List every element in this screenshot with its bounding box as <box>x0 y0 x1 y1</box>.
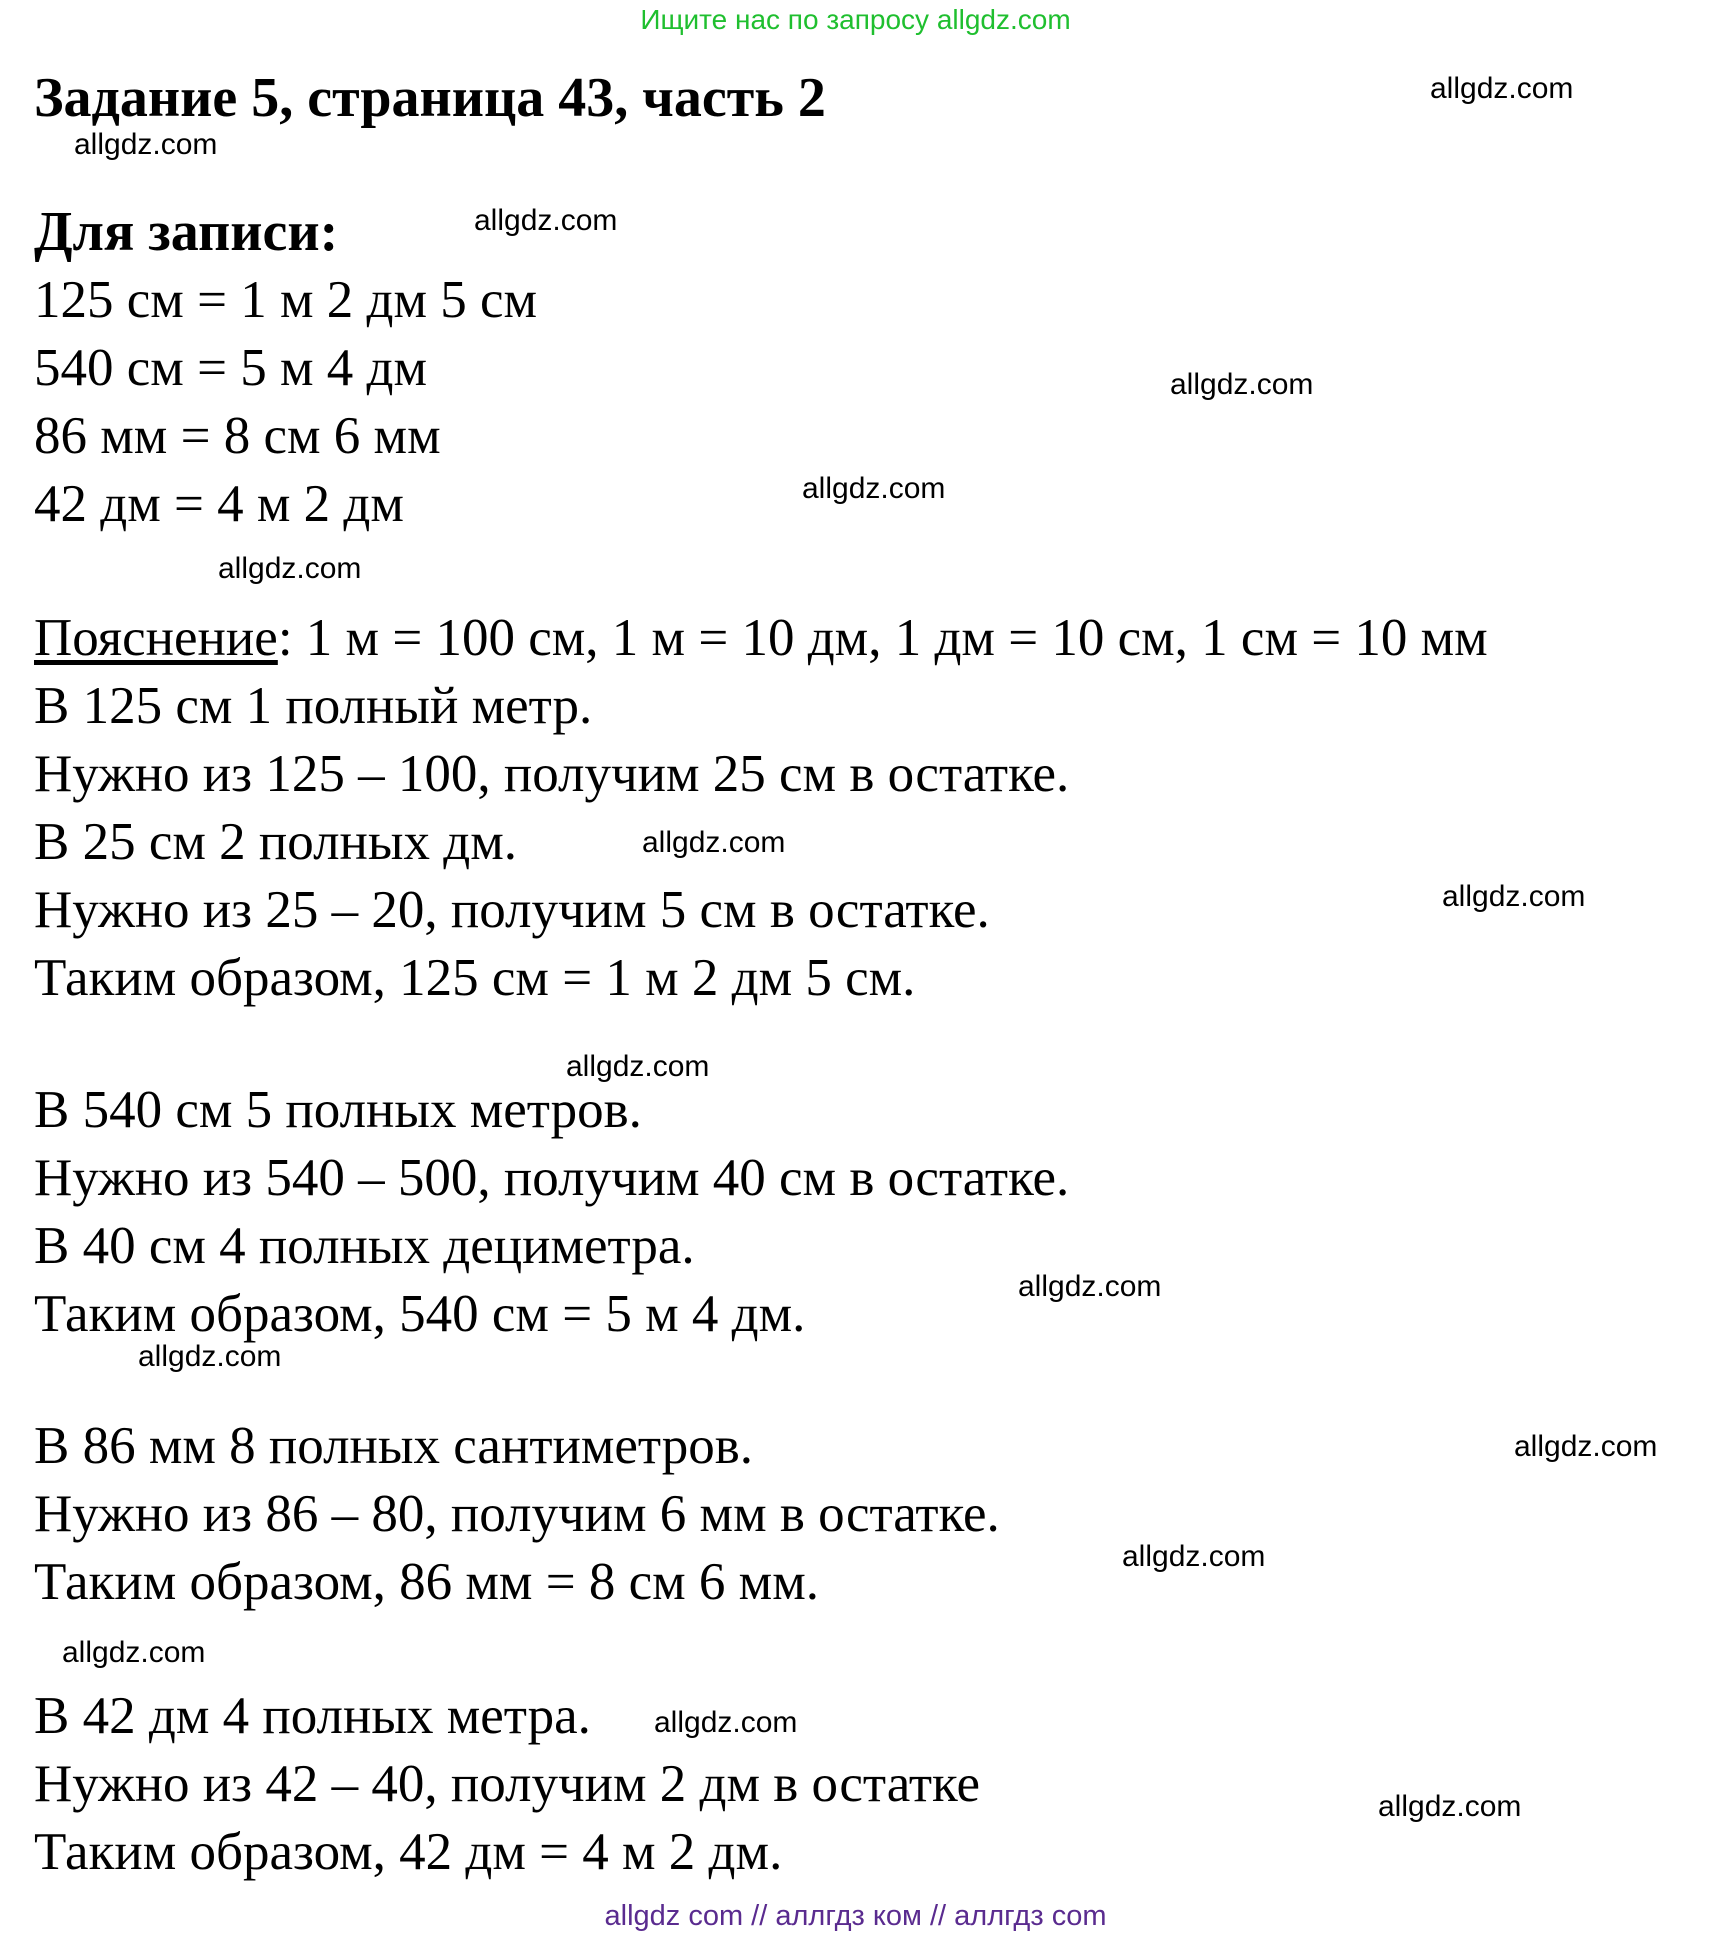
watermark: allgdz.com <box>62 1636 206 1669</box>
watermark: allgdz.com <box>566 1050 710 1083</box>
watermark: allgdz.com <box>1122 1540 1266 1573</box>
page-title: Задание 5, страница 43, часть 2 <box>34 67 826 129</box>
record-line: 125 см = 1 м 2 дм 5 см <box>34 271 538 329</box>
record-heading: Для записи: <box>34 201 339 263</box>
explanation-step: В 40 см 4 полных дециметра. <box>34 1217 695 1275</box>
footer: allgdz com // аллгдз ком // аллгдз com <box>604 1900 1107 1932</box>
record-line: 86 мм = 8 см 6 мм <box>34 407 441 465</box>
explanation-step: В 540 см 5 полных метров. <box>34 1081 642 1139</box>
explanation-step: В 42 дм 4 полных метра. <box>34 1687 591 1745</box>
watermark: allgdz.com <box>642 826 786 859</box>
explanation-step: В 86 мм 8 полных сантиметров. <box>34 1417 753 1475</box>
explanation-step: Нужно из 42 – 40, получим 2 дм в остатке <box>34 1755 980 1813</box>
explanation-step: Нужно из 25 – 20, получим 5 см в остатке. <box>34 881 990 939</box>
watermark: allgdz.com <box>654 1706 798 1739</box>
explanation-step: Нужно из 86 – 80, получим 6 мм в остатке. <box>34 1485 1000 1543</box>
watermark: allgdz.com <box>218 552 362 585</box>
watermark: allgdz.com <box>1514 1430 1658 1463</box>
record-line: 42 дм = 4 м 2 дм <box>34 475 404 533</box>
watermark: allgdz.com <box>1018 1270 1162 1303</box>
record-line: 540 см = 5 м 4 дм <box>34 339 427 397</box>
explanation-step: Таким образом, 125 см = 1 м 2 дм 5 см. <box>34 949 916 1007</box>
explanation-step: В 25 см 2 полных дм. <box>34 813 518 871</box>
explanation-label: Пояснение <box>34 609 278 667</box>
explanation-step: Нужно из 540 – 500, получим 40 см в остатке. <box>34 1149 1070 1207</box>
watermark: allgdz.com <box>138 1340 282 1373</box>
watermark: allgdz.com <box>1378 1790 1522 1823</box>
explanation-text: : 1 м = 100 см, 1 м = 10 дм, 1 дм = 10 см, 1 см = 10 мм <box>277 609 1488 667</box>
explanation-line <box>34 609 1488 667</box>
explanation-step: Нужно из 125 – 100, получим 25 см в остатке. <box>34 745 1070 803</box>
explanation-step: В 125 см 1 полный метр. <box>34 677 593 735</box>
explanation-step: Таким образом, 42 дм = 4 м 2 дм. <box>34 1823 783 1881</box>
watermark: allgdz.com <box>74 128 218 161</box>
watermark: allgdz.com <box>802 472 946 505</box>
watermark: allgdz.com <box>474 204 618 237</box>
explanation-step: Таким образом, 86 мм = 8 см 6 мм. <box>34 1553 819 1611</box>
top-banner: Ищите нас по запросу allgdz.com <box>640 4 1071 35</box>
watermark: allgdz.com <box>1442 880 1586 913</box>
watermark: allgdz.com <box>1430 72 1574 105</box>
explanation-step: Таким образом, 540 см = 5 м 4 дм. <box>34 1285 806 1343</box>
watermark: allgdz.com <box>1170 368 1314 401</box>
